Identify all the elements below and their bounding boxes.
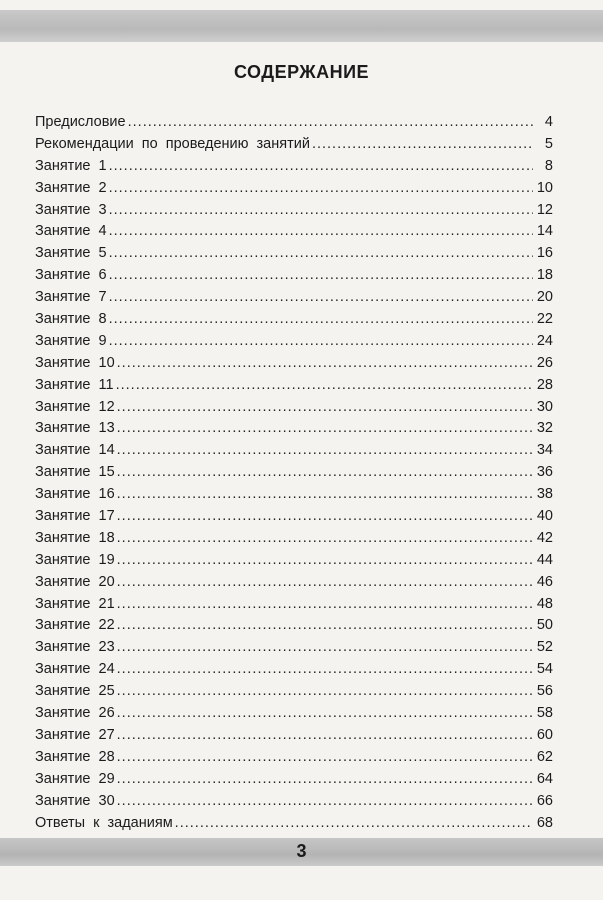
toc-entry-page: 38 [536, 486, 553, 503]
toc-entry-label: Занятие 14 [35, 442, 115, 459]
toc-entry-label: Занятие 5 [35, 245, 107, 262]
toc-entry [35, 791, 553, 813]
toc-entry [35, 659, 553, 681]
dot-leader [117, 353, 533, 375]
toc-entry-page: 10 [536, 179, 553, 196]
dot-leader [117, 637, 533, 659]
toc-entry-page: 64 [536, 770, 553, 787]
dot-leader [117, 725, 533, 747]
dot-leader [109, 287, 533, 309]
toc-entry-page: 20 [536, 289, 553, 306]
toc-entry [35, 397, 553, 419]
dot-leader [117, 550, 533, 572]
toc-entry-label: Занятие 16 [35, 486, 115, 503]
toc-entry-page: 60 [536, 726, 553, 743]
toc-entry-label: Занятие 24 [35, 661, 115, 678]
toc-entry-label: Занятие 29 [35, 770, 115, 787]
toc-entry-page: 30 [536, 398, 553, 415]
dot-leader [117, 747, 533, 769]
toc-entry-label: Занятие 22 [35, 617, 115, 634]
toc-entry [35, 813, 553, 835]
toc-entry [35, 134, 553, 156]
toc-entry-label: Занятие 13 [35, 420, 115, 437]
dot-leader [117, 681, 533, 703]
toc-entry [35, 681, 553, 703]
toc-entry-label: Занятие 10 [35, 354, 115, 371]
toc-entry-label: Занятие 2 [35, 179, 107, 196]
toc-entry-label: Занятие 12 [35, 398, 115, 415]
toc-entry-label: Занятие 11 [35, 376, 114, 393]
toc-entry [35, 572, 553, 594]
toc-entry-label: Занятие 17 [35, 508, 115, 525]
dot-leader [117, 703, 533, 725]
toc-entry-page: 42 [536, 529, 553, 546]
toc-entry-label: Занятие 23 [35, 639, 115, 656]
toc-entry-page: 12 [536, 201, 553, 218]
toc-entry [35, 309, 553, 331]
toc-entry-label: Занятие 18 [35, 529, 115, 546]
toc-entry-page: 54 [536, 661, 553, 678]
toc-entry-page: 66 [536, 792, 553, 809]
dot-leader [109, 178, 533, 200]
toc-entry-page: 62 [536, 748, 553, 765]
toc-entry-page: 36 [536, 464, 553, 481]
toc-entry-page: 16 [536, 245, 553, 262]
toc-entry-page: 18 [536, 267, 553, 284]
toc-entry-label: Занятие 30 [35, 792, 115, 809]
toc-entry [35, 615, 553, 637]
dot-leader [109, 221, 533, 243]
toc-entry [35, 769, 553, 791]
toc-entry [35, 528, 553, 550]
toc-entry [35, 484, 553, 506]
dot-leader [117, 484, 533, 506]
toc-entry [35, 747, 553, 769]
toc-entry-label: Занятие 25 [35, 683, 115, 700]
toc-entry [35, 637, 553, 659]
toc-entry-page: 68 [536, 814, 553, 831]
dot-leader [312, 134, 533, 156]
toc-entry-page: 44 [536, 551, 553, 568]
dot-leader [116, 375, 533, 397]
toc-entry [35, 550, 553, 572]
toc-entry-page: 46 [536, 573, 553, 590]
toc-entry [35, 594, 553, 616]
toc-entry [35, 112, 553, 134]
toc-entry-page: 48 [536, 595, 553, 612]
page-title: СОДЕРЖАНИЕ [233, 62, 370, 82]
table-of-contents [35, 112, 553, 834]
toc-entry-page: 40 [536, 508, 553, 525]
toc-entry-label: Занятие 15 [35, 464, 115, 481]
toc-entry-page: 28 [536, 376, 553, 393]
dot-leader [117, 769, 533, 791]
toc-entry-page: 34 [536, 442, 553, 459]
toc-entry-page: 32 [536, 420, 553, 437]
toc-entry [35, 221, 553, 243]
toc-entry [35, 331, 553, 353]
toc-entry-label: Занятие 28 [35, 748, 115, 765]
toc-entry [35, 506, 553, 528]
dot-leader [117, 572, 533, 594]
toc-entry-label: Занятие 9 [35, 332, 107, 349]
toc-entry-label: Занятие 21 [35, 595, 115, 612]
dot-leader [109, 265, 533, 287]
dot-leader [117, 615, 533, 637]
dot-leader [117, 528, 533, 550]
toc-entry [35, 375, 553, 397]
toc-entry-label: Занятие 6 [35, 267, 107, 284]
top-band [0, 10, 603, 42]
toc-entry-label: Занятие 4 [35, 223, 107, 240]
toc-entry [35, 703, 553, 725]
dot-leader [117, 506, 533, 528]
toc-entry [35, 418, 553, 440]
dot-leader [117, 418, 533, 440]
toc-entry [35, 156, 553, 178]
toc-entry [35, 265, 553, 287]
toc-entry-label: Занятие 19 [35, 551, 115, 568]
toc-entry-page: 52 [536, 639, 553, 656]
toc-entry-page: 24 [536, 332, 553, 349]
toc-entry-label: Занятие 8 [35, 311, 107, 328]
dot-leader [128, 112, 533, 134]
toc-entry-label: Занятие 7 [35, 289, 107, 306]
toc-entry-page: 58 [536, 705, 553, 722]
toc-entry [35, 200, 553, 222]
dot-leader [109, 156, 533, 178]
toc-entry-page: 14 [536, 223, 553, 240]
toc-entry-label: Занятие 1 [35, 157, 107, 174]
toc-entry-page: 56 [536, 683, 553, 700]
toc-entry [35, 725, 553, 747]
toc-entry-label: Занятие 27 [35, 726, 115, 743]
dot-leader [117, 659, 533, 681]
toc-entry-label: Ответы к заданиям [35, 814, 173, 831]
toc-entry [35, 243, 553, 265]
page-number: 3 [296, 841, 307, 861]
toc-entry-page: 4 [544, 114, 553, 130]
toc-entry-page: 50 [536, 617, 553, 634]
dot-leader [175, 813, 533, 835]
dot-leader [109, 331, 533, 353]
toc-entry [35, 462, 553, 484]
toc-entry [35, 353, 553, 375]
toc-entry-label: Занятие 26 [35, 705, 115, 722]
dot-leader [117, 791, 533, 813]
dot-leader [109, 200, 533, 222]
dot-leader [117, 462, 533, 484]
toc-entry-label: Рекомендации по проведению занятий [35, 135, 310, 152]
toc-entry [35, 440, 553, 462]
dot-leader [117, 594, 533, 616]
toc-entry-label: Предисловие [35, 114, 126, 130]
toc-entry-page: 22 [536, 311, 553, 328]
toc-entry-page: 8 [544, 157, 553, 174]
toc-entry [35, 287, 553, 309]
dot-leader [117, 440, 533, 462]
toc-entry-label: Занятие 20 [35, 573, 115, 590]
toc-entry-page: 5 [544, 135, 553, 152]
toc-entry [35, 178, 553, 200]
dot-leader [109, 309, 533, 331]
dot-leader [109, 243, 533, 265]
toc-entry-label: Занятие 3 [35, 201, 107, 218]
toc-entry-page: 26 [536, 354, 553, 371]
dot-leader [117, 397, 533, 419]
